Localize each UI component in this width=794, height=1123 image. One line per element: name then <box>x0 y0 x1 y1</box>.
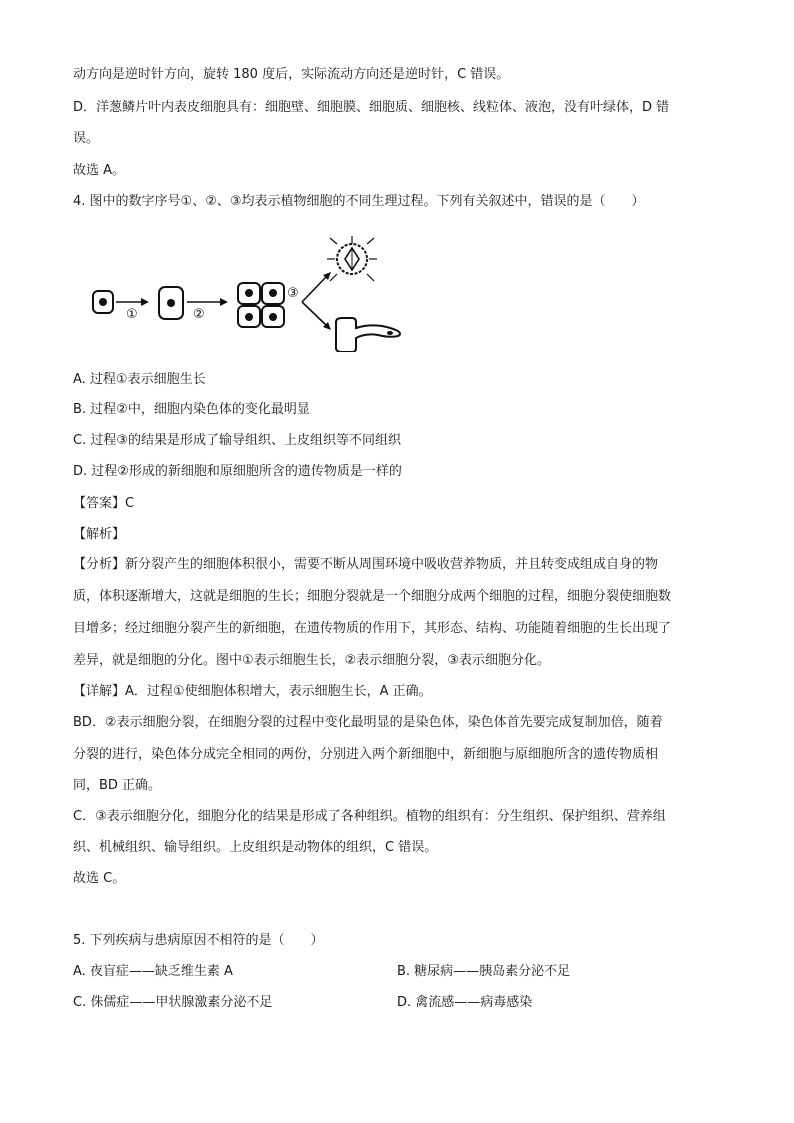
answer-value: C <box>125 496 135 511</box>
q4-option-a: A. 过程①表示细胞生长 <box>73 372 206 387</box>
divided-cells-figure <box>238 283 284 327</box>
c-line-2: 织、机械组织、输导组织。上皮组织是动物体的组织，C 错误。 <box>73 840 438 855</box>
answer-tag: 【答案】 <box>73 496 126 511</box>
fenxi-tag: 【分析】 <box>73 557 126 572</box>
small-cell-figure <box>93 291 113 313</box>
q5-option-c: C. 侏儒症——甲状腺激素分泌不足 <box>73 995 273 1010</box>
stoma-cell-figure <box>327 236 377 281</box>
analysis-tag: 【解析】 <box>73 527 126 542</box>
fenxi-line-2: 质，体积逐渐增大，这就是细胞的生长；细胞分裂就是一个细胞分成两个细胞的过程，细胞分裂使细胞数 <box>73 589 672 604</box>
process-label-2: ② <box>193 307 205 322</box>
q4-option-b: B. 过程②中，细胞内染色体的变化最明显 <box>73 402 310 417</box>
arrow-process-2 <box>187 298 228 306</box>
xiangjie-a-text: A．过程①使细胞体积增大，表示细胞生长，A 正确。 <box>125 684 432 699</box>
q4-answer <box>73 495 134 513</box>
prev-conclusion: 故选 A。 <box>73 163 126 178</box>
q5-option-b: B. 糖尿病——胰岛素分泌不足 <box>397 964 571 979</box>
fenxi-line-4: 差异，就是细胞的分化。图中①表示细胞生长，②表示细胞分裂，③表示细胞分化。 <box>73 653 550 668</box>
q4-conclusion: 故选 C。 <box>73 871 126 886</box>
q4-option-d: D. 过程②形成的新细胞和原细胞所含的遗传物质是一样的 <box>73 464 402 479</box>
root-hair-cell-figure <box>336 318 400 352</box>
grown-cell-figure <box>159 287 183 319</box>
bd-line-3: 同，BD 正确。 <box>73 778 162 793</box>
cell-process-diagram <box>90 232 420 352</box>
fenxi-line-3: 目增多；经过细胞分裂产生的新细胞，在遗传物质的作用下，其形态、结构、功能随着细胞的生长出现了 <box>73 621 672 636</box>
q5-option-a: A. 夜盲症——缺乏维生素 A <box>73 964 233 979</box>
arrow-process-3-up <box>302 272 331 302</box>
xiangjie-tag: 【详解】 <box>73 684 126 699</box>
q4-stem: 4. 图中的数字序号①、②、③均表示植物细胞的不同生理过程。下列有关叙述中，错误的是（ ） <box>73 194 645 209</box>
q4-option-c: C. 过程③的结果是形成了输导组织、上皮组织等不同组织 <box>73 433 401 448</box>
fenxi-text-1: 新分裂产生的细胞体积很小，需要不断从周围环境中吸收营养物质，并且转变成组成自身的物 <box>125 557 659 572</box>
arrow-process-3-down <box>302 302 331 330</box>
bd-line-1: BD．②表示细胞分裂，在细胞分裂的过程中变化最明显的是染色体，染色体首先要完成复制加倍，随着 <box>73 715 663 730</box>
q5-option-d: D. 禽流感——病毒感染 <box>397 995 533 1010</box>
prev-explanation-line-3: 误。 <box>73 131 100 146</box>
process-label-3: ③ <box>287 286 299 301</box>
fenxi-line-1 <box>73 556 658 574</box>
prev-explanation-line-1: 动方向是逆时针方向，旋转 180 度后，实际流动方向还是逆时针，C 错误。 <box>73 67 510 82</box>
arrow-process-1 <box>116 298 149 306</box>
process-label-1: ① <box>126 307 138 322</box>
q5-stem: 5. 下列疾病与患病原因不相符的是（ ） <box>73 933 324 948</box>
c-line-1: C．③表示细胞分化，细胞分化的结果是形成了各种组织。植物的组织有：分生组织、保护组织、营养组 <box>73 809 666 824</box>
bd-line-2: 分裂的进行，染色体分成完全相同的两份，分别进入两个新细胞中，新细胞与原细胞所含的遗传物质相 <box>73 747 659 762</box>
xiangjie-line <box>73 683 432 701</box>
prev-explanation-line-2: D．洋葱鳞片叶内表皮细胞具有：细胞壁、细胞膜、细胞质、细胞核、线粒体、液泡，没有叶绿体，D 错 <box>73 100 670 115</box>
